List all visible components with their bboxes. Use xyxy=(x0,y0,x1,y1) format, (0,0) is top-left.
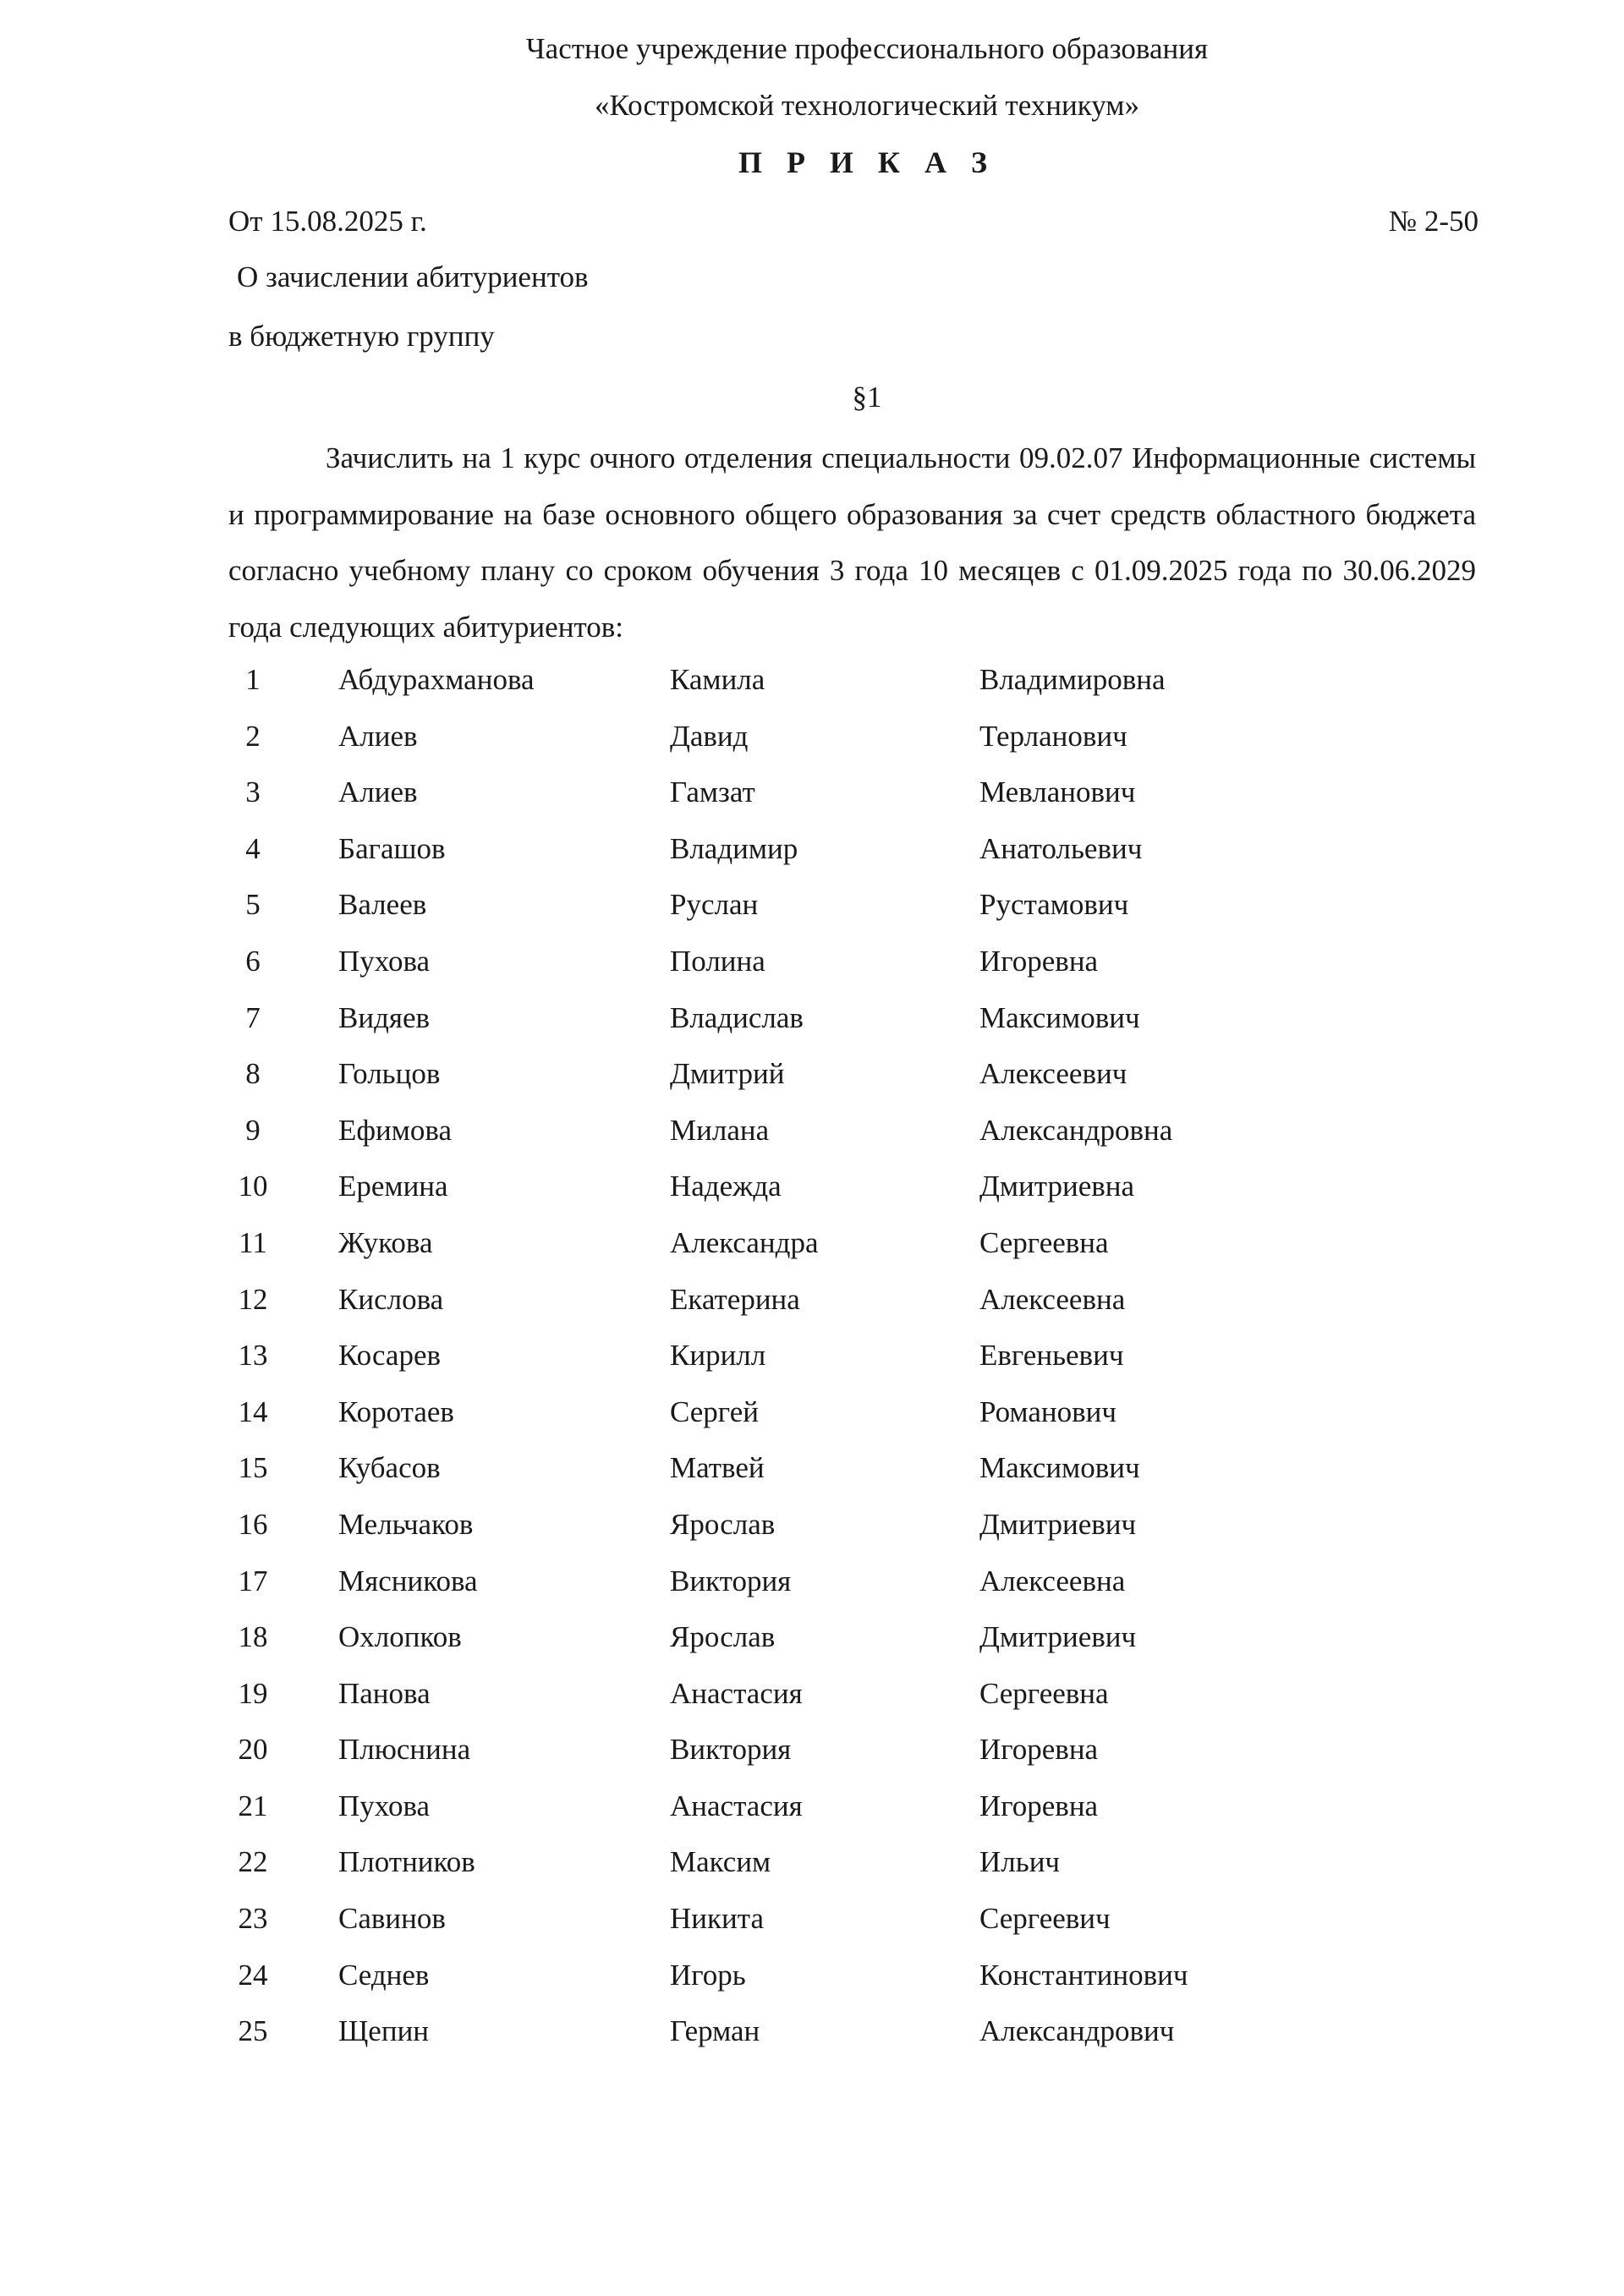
student-patronymic: Сергеевич xyxy=(979,1902,1111,1936)
student-patronymic: Максимович xyxy=(979,1000,1140,1034)
student-number: 25 xyxy=(238,2014,268,2048)
student-number: 1 xyxy=(245,663,261,696)
student-patronymic: Романович xyxy=(979,1395,1116,1428)
order-date: От 15.08.2025 г. xyxy=(228,205,427,238)
student-row xyxy=(0,1055,1624,1112)
student-number: 23 xyxy=(238,1902,268,1936)
student-number: 18 xyxy=(238,1620,268,1654)
student-first-name: Владимир xyxy=(670,831,798,865)
student-surname: Пухова xyxy=(338,944,431,978)
student-first-name: Владислав xyxy=(670,1000,804,1034)
student-surname: Кислова xyxy=(338,1282,444,1316)
student-first-name: Виктория xyxy=(670,1733,792,1767)
student-patronymic: Игоревна xyxy=(979,944,1099,978)
student-surname: Седнев xyxy=(338,1958,430,1992)
student-number: 6 xyxy=(245,944,261,978)
student-patronymic: Сергеевна xyxy=(979,1225,1109,1259)
student-first-name: Игорь xyxy=(670,1958,746,1992)
student-surname: Плотников xyxy=(338,1845,475,1879)
student-patronymic: Алексеевич xyxy=(979,1057,1127,1091)
student-row xyxy=(0,2013,1624,2069)
student-patronymic: Мевланович xyxy=(979,775,1136,809)
student-patronymic: Игоревна xyxy=(979,1789,1099,1822)
student-number: 21 xyxy=(238,1789,268,1822)
student-first-name: Сергей xyxy=(670,1395,759,1428)
organization-type: Частное учреждение профессионального образования xyxy=(525,32,1209,65)
student-first-name: Гамзат xyxy=(670,775,755,809)
student-row xyxy=(0,1281,1624,1338)
student-surname: Щепин xyxy=(338,2014,430,2048)
student-first-name: Милана xyxy=(670,1113,770,1147)
student-row xyxy=(0,1731,1624,1788)
student-number: 3 xyxy=(245,775,261,809)
student-surname: Валеев xyxy=(338,888,427,922)
student-surname: Видяев xyxy=(338,1000,431,1034)
student-patronymic: Дмитриевич xyxy=(979,1507,1137,1541)
student-patronymic: Евгеньевич xyxy=(979,1339,1124,1373)
student-row xyxy=(0,1788,1624,1844)
student-patronymic: Александрович xyxy=(979,2014,1175,2048)
student-first-name: Анастасия xyxy=(670,1789,803,1822)
student-first-name: Герман xyxy=(670,2014,760,2048)
student-row xyxy=(0,830,1624,887)
student-surname: Плюснина xyxy=(338,1733,471,1767)
student-first-name: Никита xyxy=(670,1902,764,1936)
student-number: 2 xyxy=(245,719,261,753)
student-row xyxy=(0,1619,1624,1675)
student-first-name: Руслан xyxy=(670,888,759,922)
student-first-name: Ярослав xyxy=(670,1620,776,1654)
organization-name: «Костромской технологический техникум» xyxy=(595,89,1139,122)
student-first-name: Давид xyxy=(670,719,749,753)
student-number: 14 xyxy=(238,1395,268,1428)
student-number: 5 xyxy=(245,888,261,922)
student-patronymic: Игоревна xyxy=(979,1733,1099,1767)
student-row xyxy=(0,886,1624,943)
student-number: 16 xyxy=(238,1507,268,1541)
student-surname: Алиев xyxy=(338,775,418,809)
section-heading: §1 xyxy=(852,381,882,414)
student-patronymic: Константинович xyxy=(979,1958,1188,1992)
student-surname: Алиев xyxy=(338,719,418,753)
student-surname: Абдурахманова xyxy=(338,663,535,696)
student-row xyxy=(0,1844,1624,1900)
student-number: 4 xyxy=(245,831,261,865)
student-row xyxy=(0,1225,1624,1281)
student-first-name: Максим xyxy=(670,1845,771,1879)
student-surname: Пухова xyxy=(338,1789,431,1822)
student-first-name: Дмитрий xyxy=(670,1057,785,1091)
student-patronymic: Дмитриевич xyxy=(979,1620,1137,1654)
student-number: 9 xyxy=(245,1113,261,1147)
student-patronymic: Сергеевна xyxy=(979,1676,1109,1710)
student-row xyxy=(0,1563,1624,1619)
student-patronymic: Анатольевич xyxy=(979,831,1143,865)
student-surname: Мясникова xyxy=(338,1564,478,1597)
subject-line-1: О зачислении абитуриентов xyxy=(237,260,589,293)
student-first-name: Александра xyxy=(670,1225,819,1259)
student-number: 15 xyxy=(238,1451,268,1485)
student-patronymic: Терланович xyxy=(979,719,1127,753)
student-surname: Косарев xyxy=(338,1339,442,1373)
student-number: 10 xyxy=(238,1170,268,1203)
student-row xyxy=(0,1168,1624,1225)
student-number: 11 xyxy=(239,1225,267,1259)
student-first-name: Матвей xyxy=(670,1451,765,1485)
student-surname: Кубасов xyxy=(338,1451,441,1485)
student-row xyxy=(0,1112,1624,1169)
student-patronymic: Рустамович xyxy=(979,888,1129,922)
student-surname: Охлопков xyxy=(338,1620,462,1654)
order-number: № 2-50 xyxy=(1388,205,1479,238)
student-row xyxy=(0,774,1624,830)
student-first-name: Полина xyxy=(670,944,765,978)
student-patronymic: Дмитриевна xyxy=(979,1170,1135,1203)
student-surname: Гольцов xyxy=(338,1057,441,1091)
student-row xyxy=(0,943,1624,1000)
student-surname: Коротаев xyxy=(338,1395,454,1428)
student-row xyxy=(0,661,1624,718)
student-first-name: Камила xyxy=(670,663,765,696)
student-surname: Багашов xyxy=(338,831,446,865)
student-row xyxy=(0,1394,1624,1450)
student-number: 19 xyxy=(238,1676,268,1710)
student-first-name: Надежда xyxy=(670,1170,782,1203)
student-surname: Мельчаков xyxy=(338,1507,474,1541)
student-row xyxy=(0,1900,1624,1957)
order-body: Зачислить на 1 курс очного отделения специальности 09.02.07 Информационные системы и программирование на базе основного общего образования за счет средств областного бюджета согласно учебному плану со сроком обучения 3 года 10 месяцев с 01.09.2025 года по 30.06.2029 года следующих абитуриентов: xyxy=(228,441,1476,644)
student-patronymic: Максимович xyxy=(979,1451,1140,1485)
student-surname: Савинов xyxy=(338,1902,446,1936)
student-patronymic: Ильич xyxy=(979,1845,1061,1879)
student-number: 24 xyxy=(238,1958,268,1992)
student-surname: Панова xyxy=(338,1676,431,1710)
student-row xyxy=(0,1337,1624,1394)
student-first-name: Виктория xyxy=(670,1564,792,1597)
student-number: 12 xyxy=(238,1282,268,1316)
student-row xyxy=(0,1000,1624,1056)
student-patronymic: Алексеевна xyxy=(979,1564,1126,1597)
student-list xyxy=(0,661,1624,2069)
student-number: 13 xyxy=(238,1339,268,1373)
student-row xyxy=(0,1449,1624,1506)
student-first-name: Анастасия xyxy=(670,1676,803,1710)
student-surname: Жукова xyxy=(338,1225,433,1259)
student-first-name: Кирилл xyxy=(670,1339,766,1373)
student-first-name: Ярослав xyxy=(670,1507,776,1541)
student-number: 22 xyxy=(238,1845,268,1879)
student-number: 17 xyxy=(238,1564,268,1597)
student-row xyxy=(0,1506,1624,1563)
student-number: 8 xyxy=(245,1057,261,1091)
student-number: 20 xyxy=(238,1733,268,1767)
document-title: П Р И К А З xyxy=(738,145,996,179)
student-first-name: Екатерина xyxy=(670,1282,800,1316)
student-patronymic: Владимировна xyxy=(979,663,1166,696)
student-surname: Ефимова xyxy=(338,1113,453,1147)
student-patronymic: Алексеевна xyxy=(979,1282,1126,1316)
student-surname: Еремина xyxy=(338,1170,448,1203)
student-row xyxy=(0,718,1624,775)
student-patronymic: Александровна xyxy=(979,1113,1173,1147)
student-row xyxy=(0,1675,1624,1732)
student-number: 7 xyxy=(245,1000,261,1034)
subject-line-2: в бюджетную группу xyxy=(228,320,495,353)
student-row xyxy=(0,1957,1624,2014)
